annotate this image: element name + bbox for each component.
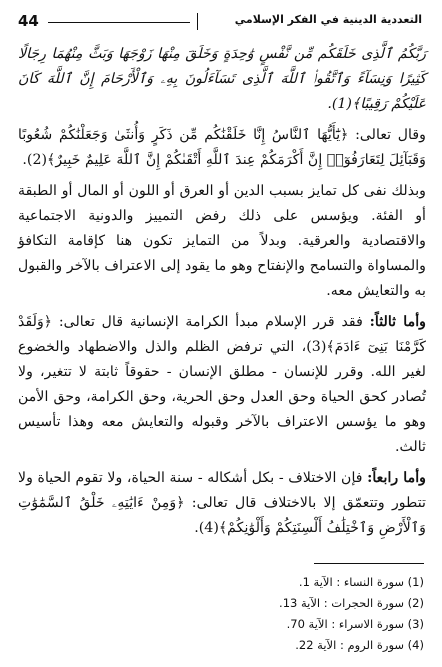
footnotes	[16, 572, 424, 656]
header-rule	[48, 22, 190, 23]
third-point-lead: وأما ثالثاً:	[369, 314, 427, 330]
fourth-point-text: فإن الاختلاف - بكل أشكاله - سنة الحياة، ولا تقوم الحياة ولا تتطور وتتعمّق إلا بالاختلاف قال تعالى: ﴿وَمِنْ ءَايَٰتِهِۦ خَلْقُ ٱلسَّمَٰوَٰتِ وَٱلْأَرْضِ وَٱخْتِلَٰفُ أَلْسِنَتِكُمْ وَأَلْوَٰنِكُمْ﴾(4).	[18, 470, 426, 536]
quran-quote-paragraph: وقال تعالى: ﴿يَٰٓأَيُّهَا ٱلنَّاسُ إِنَّا خَلَقْنَٰكُم مِّن ذَكَرٍ وَأُنثَىٰ وَجَعَلْنَٰكُمْ شُعُوبًا وَقَبَآئِلَ لِتَعَارَفُوٓا۟ إِنَّ أَكْرَمَكُمْ عِندَ ٱللَّهِ أَتْقَىٰكُمْ إِنَّ ٱللَّهَ عَلِيمٌ خَبِيرٌ﴾(2).	[18, 127, 426, 168]
header-separator	[197, 13, 198, 30]
footnote-item: (1) سورة النساء : الآية 1.	[298, 575, 424, 589]
third-point-text: فقد قرر الإسلام مبدأ الكرامة الإنسانية قال تعالى: ﴿وَلَقَدْ كَرَّمْنَا بَنِىٓ ءَادَمَ﴾(3)، التي ترفض الظلم والذل والاضطهاد والخضوع لغير الله. وقرر للإنسان - مطلق الإنسان - حقوقاً ثابتة لا تتغير، ولا تُصادر كحق الحياة وحق العدل وحق الحرية، وحق الكرامة، وحق الأمن وهو ما يؤسس الاعتراف بالآخر وقبوله والتعايش معه وهذا تأسيس ثالث.	[18, 314, 426, 455]
footnote-item: (3) سورة الاسراء : الآية 70.	[286, 617, 424, 631]
fourth-point-lead: وأما رابعاً:	[367, 470, 426, 486]
fourth-point-paragraph	[18, 466, 426, 541]
quran-verse-paragraph: رَبَّكُمُ ٱلَّذِى خَلَقَكُم مِّن نَّفْسٍ وَٰحِدَةٍ وَخَلَقَ مِنْهَا زَوْجَهَا وَبَثَّ مِنْهُمَا رِجَالًا كَثِيرًا وَنِسَآءً وَٱتَّقُوا۟ ٱللَّهَ ٱلَّذِى تَسَآءَلُونَ بِهِۦ وَٱلْأَرْحَامَ إِنَّ ٱللَّهَ كَانَ عَلَيْكُمْ رَقِيبًا﴾(1).	[18, 46, 426, 112]
page-body	[18, 42, 426, 547]
page-header	[18, 12, 422, 34]
footnote-divider	[314, 563, 424, 564]
body-paragraph: وبذلك نفى كل تمايز بسبب الدين أو العرق أو اللون أو المال أو الطبقة أو الفئة. ويؤسس على ذلك رفض التمييز والدونية الاجتماعية والاقتصادية والعرقية. وبدلاً من التمايز تكون هنا كإقامة التكافؤ والمساواة والتسامح والإنفتاح وهو ما يقود إلى الاعتراف بالآخر والقبول به والتعايش معه.	[18, 183, 426, 299]
third-point-paragraph	[18, 310, 426, 460]
running-title: التعددية الدينية في الفكر الإسلامي	[234, 13, 422, 26]
footnote-item: (2) سورة الحجرات : الآية 13.	[279, 596, 424, 610]
footnote-item: (4) سورة الروم : الآية 22.	[295, 638, 424, 652]
page-number: 44	[18, 12, 39, 30]
